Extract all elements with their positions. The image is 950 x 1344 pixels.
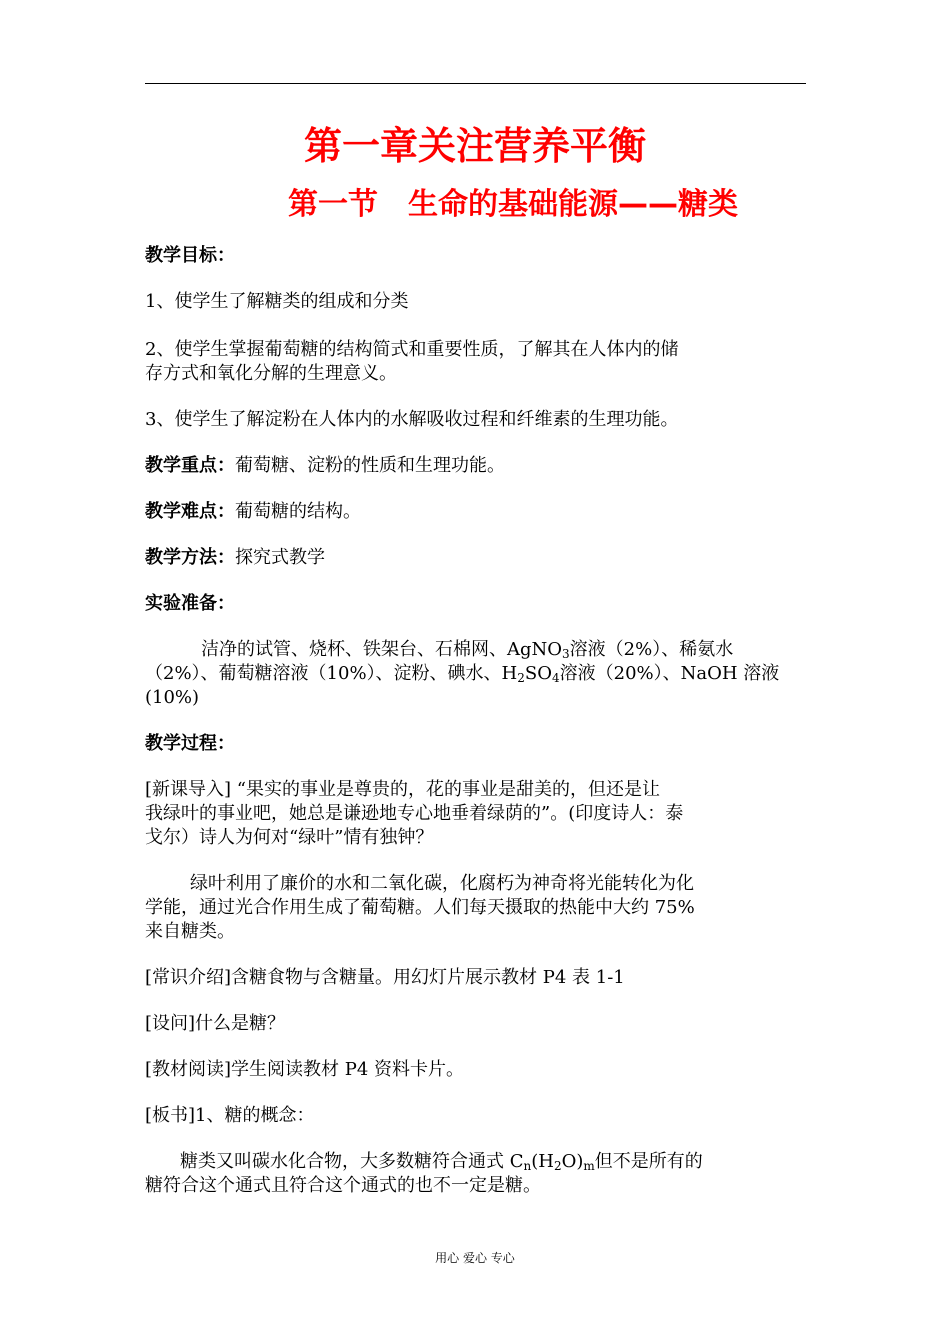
definition-text: 糖类又叫碳水化合物，大多数糖符合通式 C bbox=[180, 1151, 524, 1172]
preparation-line-3: (10%) bbox=[145, 687, 200, 708]
method-label: 教学方法： bbox=[145, 547, 235, 568]
subscript: 4 bbox=[552, 671, 560, 685]
document-body bbox=[145, 244, 810, 1198]
difficulties-label: 教学难点： bbox=[145, 501, 235, 522]
difficulties-text: 葡萄糖的结构。 bbox=[235, 501, 361, 522]
preparation-text: SO bbox=[524, 663, 552, 684]
key-points-label: 教学重点： bbox=[145, 455, 235, 476]
definition-text: O) bbox=[561, 1151, 584, 1172]
preparation-text: 洁净的试管、烧杯、铁架台、石棉网、AgNO bbox=[201, 639, 563, 660]
objective-2-line-2: 存方式和氧化分解的生理意义。 bbox=[145, 363, 397, 384]
definition-line-1 bbox=[145, 1150, 810, 1174]
leaf-line-1: 绿叶利用了廉价的水和二氧化碳，化腐朽为神奇将光能转化为化 bbox=[190, 873, 694, 894]
preparation-line-1 bbox=[145, 638, 810, 662]
common-knowledge: [常识介绍]含糖食物与含糖量。用幻灯片展示教材 P4 表 1-1 bbox=[145, 967, 625, 988]
preparation-text: 溶液（20%）、NaOH 溶液 bbox=[559, 663, 780, 684]
objective-3: 3、使学生了解淀粉在人体内的水解吸收过程和纤维素的生理功能。 bbox=[145, 409, 679, 430]
page-footer: 用心 爱心 专心 bbox=[435, 1251, 515, 1265]
definition-line-2: 糖符合这个通式且符合这个通式的也不一定是糖。 bbox=[145, 1175, 541, 1196]
subscript: 2 bbox=[553, 1159, 562, 1173]
subscript: n bbox=[523, 1159, 532, 1173]
intro-line-2: 我绿叶的事业吧，她总是谦逊地专心地垂着绿荫的”。(印度诗人：泰 bbox=[145, 803, 684, 824]
leaf-line-3: 来自糖类。 bbox=[145, 921, 235, 942]
objective-2-line-1: 2、使学生掌握葡萄糖的结构简式和重要性质，了解其在人体内的储 bbox=[145, 339, 679, 360]
objectives-heading: 教学目标： bbox=[145, 245, 235, 266]
intro-line-3: 戈尔）诗人为何对“绿叶”情有独钟？ bbox=[145, 827, 434, 848]
chapter-title: 第一章关注营养平衡 bbox=[303, 124, 646, 168]
subscript: m bbox=[583, 1159, 595, 1173]
intro-line-1: [新课导入] “果实的事业是尊贵的，花的事业是甜美的，但还是让 bbox=[145, 779, 660, 800]
preparation-line-2 bbox=[145, 662, 810, 686]
difficulties bbox=[145, 500, 810, 524]
process-heading: 教学过程： bbox=[145, 733, 235, 754]
definition-text: (H bbox=[531, 1151, 554, 1172]
definition-text: 但不是所有的 bbox=[594, 1151, 703, 1172]
subscript: 3 bbox=[562, 647, 570, 661]
preparation-heading: 实验准备： bbox=[145, 593, 235, 614]
preparation-text: （2%）、葡萄糖溶液（10%）、淀粉、碘水、H bbox=[145, 663, 518, 684]
header-rule bbox=[145, 83, 806, 84]
key-points-text: 葡萄糖、淀粉的性质和生理功能。 bbox=[235, 455, 505, 476]
textbook-reading: [教材阅读]学生阅读教材 P4 资料卡片。 bbox=[145, 1059, 465, 1080]
method-text: 探究式教学 bbox=[235, 547, 325, 568]
board-writing: [板书]1、糖的概念： bbox=[145, 1105, 315, 1126]
objective-1: 1、使学生了解糖类的组成和分类 bbox=[145, 291, 409, 312]
preparation-text: 溶液（2%）、稀氨水 bbox=[569, 639, 734, 660]
leaf-line-2: 学能，通过光合作用生成了葡萄糖。人们每天摄取的热能中大约 75% bbox=[145, 897, 695, 918]
teaching-method bbox=[145, 546, 810, 570]
key-points bbox=[145, 454, 810, 478]
question: [设问]什么是糖？ bbox=[145, 1013, 286, 1034]
subscript: 2 bbox=[517, 671, 525, 685]
section-title: 第一节 生命的基础能源——糖类 bbox=[288, 187, 738, 222]
